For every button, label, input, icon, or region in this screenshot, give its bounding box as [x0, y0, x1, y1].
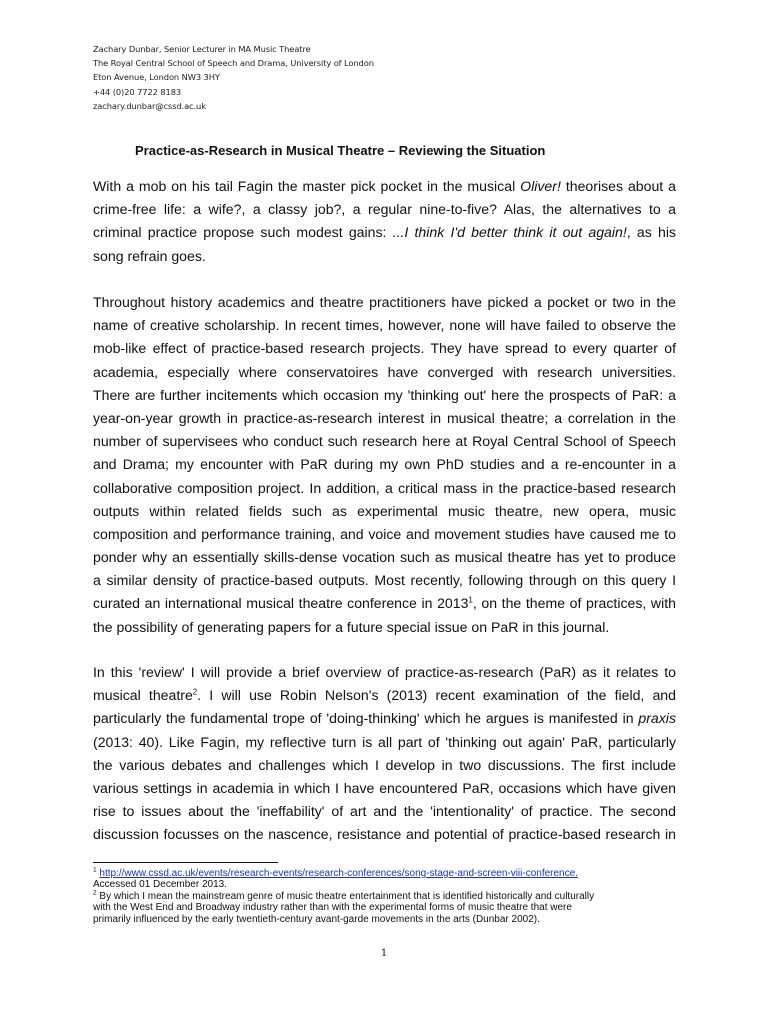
- footnote-ref-2[interactable]: 2: [192, 687, 198, 697]
- paragraph-1: [93, 175, 676, 268]
- author-phone-line: +44 (0)20 7722 8183: [93, 86, 182, 97]
- author-name-line: Zachary Dunbar, Senior Lecturer in MA Music Theatre: [93, 44, 311, 54]
- paragraph-line: the possibility of generating papers for a future special issue on PaR in this journal.: [93, 618, 610, 635]
- paragraph-line: name of creative scholarship. In recent times, however, none will have failed to observe the: [93, 317, 676, 334]
- paragraph-line: year-on-year growth in practice-as-research interest in musical theatre; a correlation in the: [93, 409, 676, 426]
- paragraph-line: curated an international musical theatre conference in 2013$^1$, on the theme of practices, with: [93, 595, 676, 612]
- paragraph-line: mob-like effect of practice-based research projects. They have spread to every quarter of: [93, 340, 676, 357]
- footnote-1-accessed: Accessed 01 December 2013.: [93, 879, 227, 891]
- paragraph-line: collaborative composition project. In addition, a critical mass in the practice-based research: [93, 479, 676, 496]
- footnotes: [93, 868, 683, 925]
- paragraph-line: criminal practice propose such modest gains: ...I think I'd better think it out again!, as his: [93, 224, 677, 241]
- italic-term: praxis: [638, 710, 676, 727]
- paragraph-line: crime-free life: a wife?, a classy job?, a regular nine-to-five? Alas, the alternatives to a: [93, 201, 676, 218]
- paragraph-line: (2013: 40). Like Fagin, my reflective turn is all part of 'thinking out again' PaR, particularly: [93, 733, 676, 750]
- paragraph-line: and Drama; my encounter with PaR during my own PhD studies and a re-encounter in a: [93, 456, 676, 473]
- paragraph-line: various settings in academia in which I have encountered PaR, occasions which have given: [93, 779, 676, 796]
- paragraph-line: the various debates and challenges which I develop in two discussions. The first include: [93, 756, 676, 773]
- page-number: 1: [380, 948, 388, 959]
- paragraph-line: In this 'review' I will provide a brief overview of practice-as-research (PaR) as it relates to: [93, 664, 676, 680]
- italic-title: Oliver!: [520, 178, 561, 194]
- paragraph-line: discussion focusses on the nascence, resistance and potential of practice-based research in: [93, 826, 676, 843]
- footnote-1: $^1$ http://www.cssd.ac.uk/events/research-events/research-conferences/song-stage-and-screen-viii-conference.: [93, 866, 578, 879]
- paragraph-line: a similar density of practice-based outputs. Most recently, following through on this query I: [93, 572, 676, 589]
- paragraph-line: outputs within related fields such as experimental music theatre, new opera, music: [93, 502, 676, 519]
- author-address-line: Eton Avenue, London NW3 3HY: [93, 72, 220, 83]
- author-email-line: zachary.dunbar@cssd.ac.uk: [93, 100, 206, 111]
- paragraph-line: There are further incitements which occasion my 'thinking out' here the prospects of PaR: a: [93, 386, 676, 403]
- paragraph-line: Throughout history academics and theatre practitioners have picked a pocket or two in the: [93, 294, 676, 310]
- footnote-1-link[interactable]: http://www.cssd.ac.uk/events/research-events/research-conferences/song-stage-and-screen-viii-conference.: [99, 868, 578, 879]
- footnote-2-line: primarily influenced by the early twentieth-century avant-garde movements in the arts (Dunbar 2002).: [93, 913, 540, 925]
- paragraph-line: ponder why an essentially skills-dense vocation such as musical theatre has yet to produce: [93, 549, 676, 566]
- footnote-2: $^2$ By which I mean the mainstream genre of music theatre entertainment that is identified historically and culturally: [93, 889, 595, 902]
- paragraph-line: musical theatre$^2$. I will use Robin Nelson's (2013) recent examination of the field, and: [93, 687, 676, 704]
- footnote-2-line: with the West End and Broadway industry rather than with the experimental forms of music theatre that were: [93, 902, 572, 914]
- paragraph-2: [93, 291, 676, 639]
- paragraph-line: academia, especially where conservatoires have converged with research universities.: [93, 363, 676, 380]
- footnote-ref-1[interactable]: 1: [468, 595, 473, 605]
- author-institution-line: The Royal Central School of Speech and Drama, University of London: [93, 58, 374, 69]
- paragraph-3: [93, 661, 676, 847]
- footnote-divider: [93, 862, 278, 863]
- paragraph-line: With a mob on his tail Fagin the master pick pocket in the musical Oliver! theorises about a: [93, 178, 676, 194]
- paragraph-line: particularly the fundamental trope of 'doing-thinking' which he argues is manifested in praxis: [93, 710, 676, 727]
- article-title: Practice-as-Research in Musical Theatre – Reviewing the Situation: [135, 143, 546, 158]
- paragraph-line: composition and performance training, and voice and movement studies have caused me to: [93, 525, 676, 542]
- paragraph-line: number of supervisees who conduct such research here at Royal Central School of Speech: [93, 433, 676, 450]
- author-block: [93, 42, 653, 113]
- paragraph-line: song refrain goes.: [93, 247, 206, 264]
- paragraph-line: rise to issues about the 'ineffability' of art and the 'intentionality' of practice. The second: [93, 803, 676, 820]
- italic-quote: ...I think I'd better think it out again!: [392, 224, 627, 241]
